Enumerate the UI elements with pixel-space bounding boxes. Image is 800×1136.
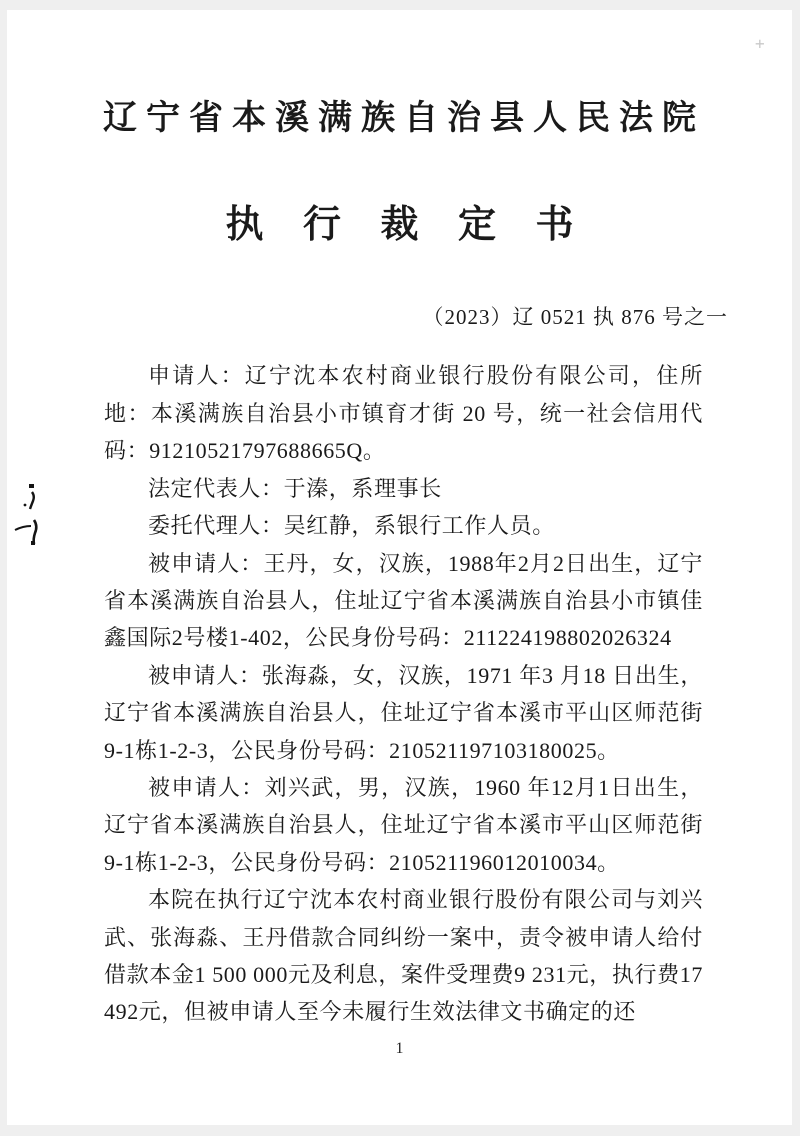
page-number: 1 — [395, 1040, 404, 1057]
paragraph-legal-representative: 法定代表人：于溱，系理事长 — [148, 475, 442, 501]
document-page — [7, 10, 792, 1125]
document-title: 执 行 裁 定 书 — [225, 203, 589, 246]
case-number: （2023）辽 0521 执 876 号之一 — [422, 305, 728, 330]
paragraph-entrusted-agent: 委托代理人：吴红静，系银行工作人员。 — [148, 513, 555, 539]
paragraph-respondent-3: 被申请人：刘兴武，男，汉族，1960 年12月1日出生，辽宁省本溪满族自治县人，住址辽宁省本溪市平山区师范街9-1栋1-2-3，公民身份号码：210521196012010034。 — [104, 774, 703, 875]
paragraph-applicant: 申请人：辽宁沈本农村商业银行股份有限公司，住所地：本溪满族自治县小市镇育才街 20 号，统一社会信用代码：91210521797688665Q。 — [104, 363, 703, 464]
paragraph-respondent-1: 被申请人：王丹，女，汉族，1988年2月2日出生，辽宁省本溪满族自治县人，住址辽宁省本溪满族自治县小市镇佳鑫国际2号楼1-402，公民身份号码：211224198802026324 — [104, 550, 703, 651]
paragraph-respondent-2: 被申请人：张海淼，女，汉族，1971 年3 月18 日出生，辽宁省本溪满族自治县人，住址辽宁省本溪市平山区师范街9-1栋1-2-3，公民身份号码：210521197103180025。 — [104, 662, 703, 763]
paragraph-case-summary: 本院在执行辽宁沈本农村商业银行股份有限公司与刘兴武、张海淼、王丹借款合同纠纷一案中，责令被申请人给付借款本金1 500 000元及利息，案件受理费9 231元，执行费17 492元，但被申请人至今未履行生效法律文书确定的还 — [104, 887, 703, 1025]
registration-cross-icon: + — [755, 34, 765, 53]
document-body — [104, 357, 703, 1030]
ink-marks-icon — [12, 478, 44, 550]
court-name-heading: 辽宁省本溪满族自治县人民法院 — [103, 100, 705, 137]
